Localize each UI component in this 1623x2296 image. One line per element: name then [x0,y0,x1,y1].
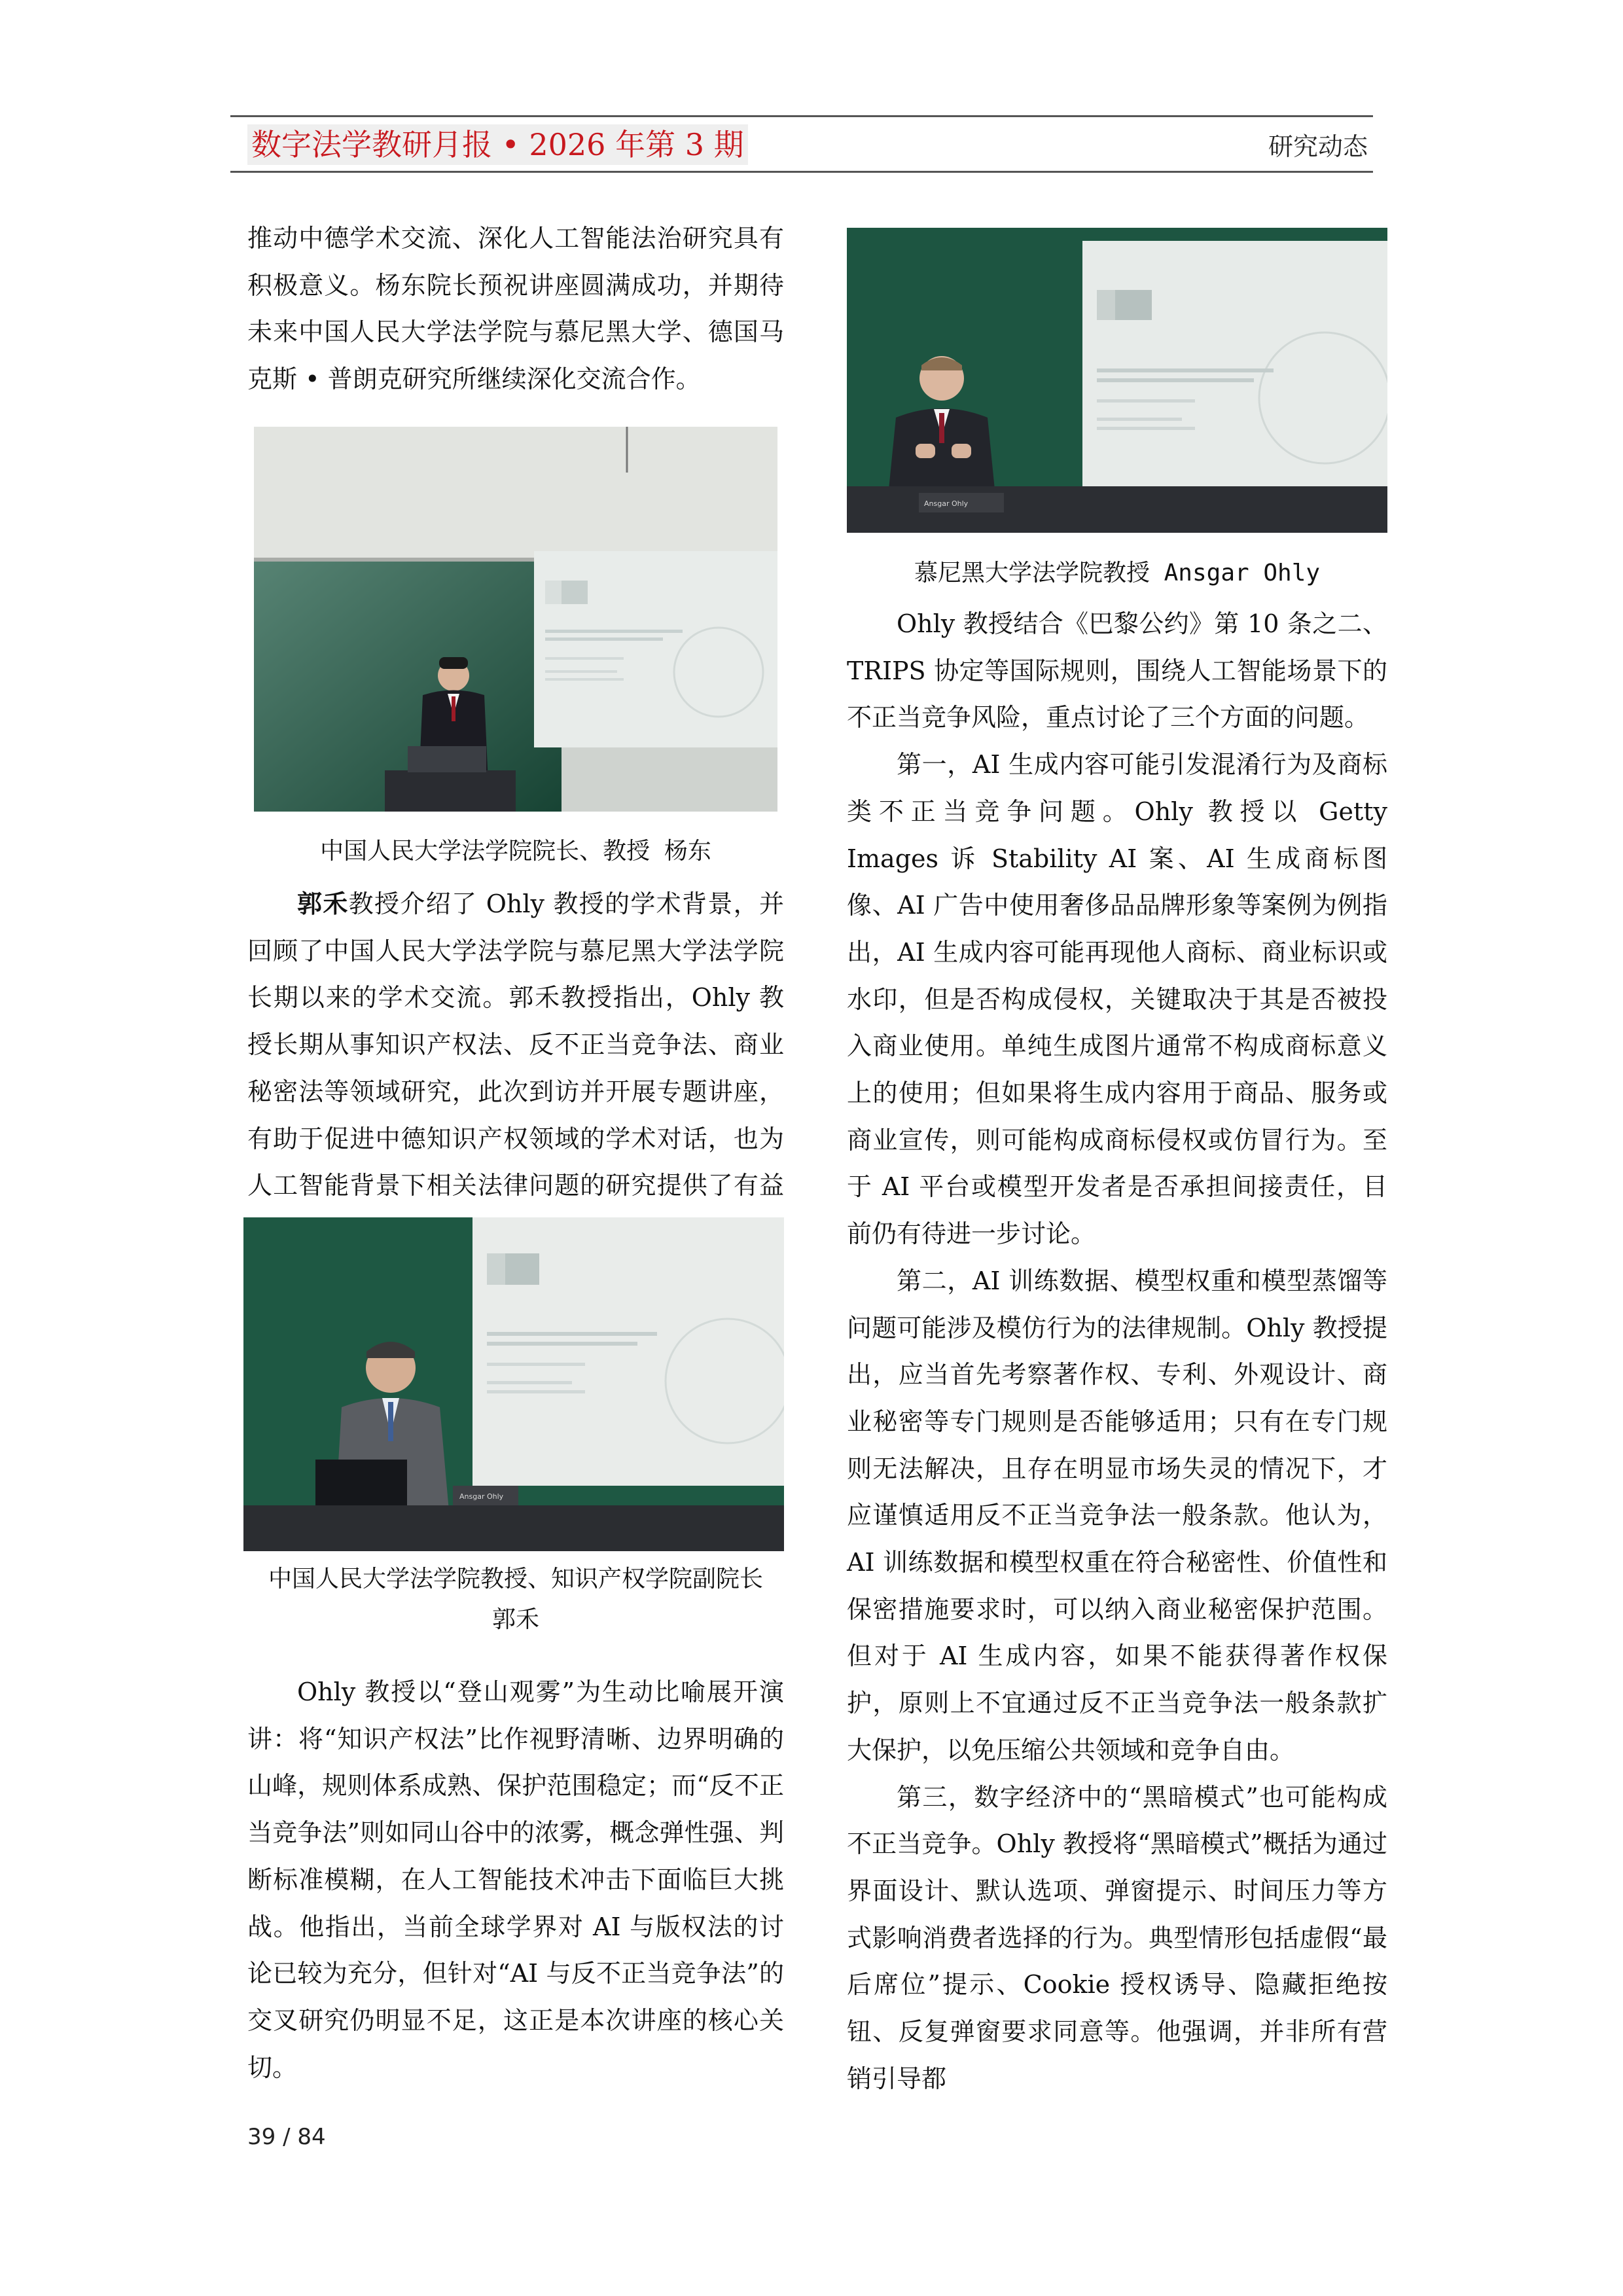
lecture-photo [847,228,1387,533]
name-plate-text: Ansgar Ohly [459,1492,504,1501]
paragraph-text: 教授介绍了 Ohly 教授的学术背景，并回顾了中国人民大学法学院与慕尼黑大学法学院长期以来的学术交流。郭禾教授指出，Ohly 教授长期从事知识产权法、反不正当竞争法、商业秘密法等领域研究，此次到访并开展专题讲座，有助于促进中德知识产权领域的学术对话，也为人工智能背景下相关法律问题的研究提供了有益 [247,889,784,1200]
journal-title: 数字法学教研月报 • 2026 年第 3 期 [247,124,748,165]
caption-line-2: 郭禾 [491,1606,539,1633]
photo-yang-dong [254,427,777,812]
header-top-rule [230,115,1373,117]
lecture-photo [243,1217,784,1551]
page-number: 39 / 84 [247,2124,326,2150]
paragraph-text: Ohly 教授结合《巴黎公约》第 10 条之二、TRIPS 协定等国际规则，围绕人工智能场景下的不正当竞争风险，重点讨论了三个方面的问题。 [847,609,1387,732]
left-paragraph-2 [247,880,784,1257]
left-paragraph-3 [247,1669,784,2091]
section-label: 研究动态 [1268,132,1368,161]
paragraph-text: Ohly 教授以“登山观雾”为生动比喻展开演讲：将“知识产权法”比作视野清晰、边界明确的山峰，规则体系成熟、保护范围稳定；而“反不正当竞争法”则如同山谷中的浓雾，概念弹性强、判断标准模糊，在人工智能技术冲击下面临巨大挑战。他指出，当前全球学界对 AI 与版权法的讨论已较为充分，但针对“AI 与反不正当竞争法”的交叉研究仍明显不足，这正是本次讲座的核心关切。 [247,1677,784,2082]
caption-guo-he [247,1559,784,1640]
paragraph-text: 第三，数字经济中的“黑暗模式”也可能构成不正当竞争。Ohly 教授将“黑暗模式”概括为通过界面设计、默认选项、弹窗提示、时间压力等方式影响消费者选择的行为。典型情形包括虚假“最后席位”提示、Cookie 授权诱导、隐藏拒绝按钮、反复弹窗要求同意等。他强调，并非所有营销引导都 [847,1782,1387,2093]
photo-ansgar-ohly [847,228,1387,533]
right-column-text [847,601,1387,2103]
paragraph-text: 第一，AI 生成内容可能引发混淆行为及商标类不正当竞争问题。Ohly 教授以 Getty Images 诉 Stability AI 案、AI 生成商标图像、AI 广告中使用奢侈品品牌形象等案例为例指出，AI 生成内容可能再现他人商标、商业标识或水印，但是否构成侵权，关键取决于其是否被投入商业使用。单纯生成图片通常不构成商标意义上的使用；但如果将生成内容用于商品、服务或商业宣传，则可能构成商标侵权或仿冒行为。至于 AI 平台或模型开发者是否承担间接责任，目前仍有待进一步讨论。 [847,750,1387,1249]
paragraph-text: 推动中德学术交流、深化人工智能法治研究具有积极意义。杨东院长预祝讲座圆满成功，并期待未来中国人民大学法学院与慕尼黑大学、德国马克斯 • 普朗克研究所继续深化交流合作。 [247,224,784,394]
caption-line-1: 中国人民大学法学院教授、知识产权学院副院长 [268,1566,763,1592]
paragraph-text: 第二，AI 训练数据、模型权重和模型蒸馏等问题可能涉及模仿行为的法律规制。Ohly 教授提出，应当首先考察著作权、专利、外观设计、商业秘密等专门规则是否能够适用；只有在专门规则无法解决，且存在明显市场失灵的情况下，才应谨慎适用反不正当竞争法一般条款。他认为，AI 训练数据和模型权重在符合秘密性、价值性和保密措施要求时，可以纳入商业秘密保护范围。但对于 AI 生成内容，如果不能获得著作权保护，原则上不宜通过反不正当竞争法一般条款扩大保护，以免压缩公共领域和竞争自由。 [847,1266,1387,1765]
lecture-photo [254,427,777,812]
header-bottom-rule [230,171,1373,173]
name-plate-text: Ansgar Ohly [924,499,969,508]
person-name-guo-he: 郭禾 [297,889,349,918]
caption-yang-dong: 中国人民大学法学院院长、教授 杨东 [320,838,711,865]
caption-ansgar-ohly: 慕尼黑大学法学院教授 Ansgar Ohly [914,560,1321,586]
photo-guo-he [243,1217,784,1551]
left-paragraph-1 [247,215,784,403]
